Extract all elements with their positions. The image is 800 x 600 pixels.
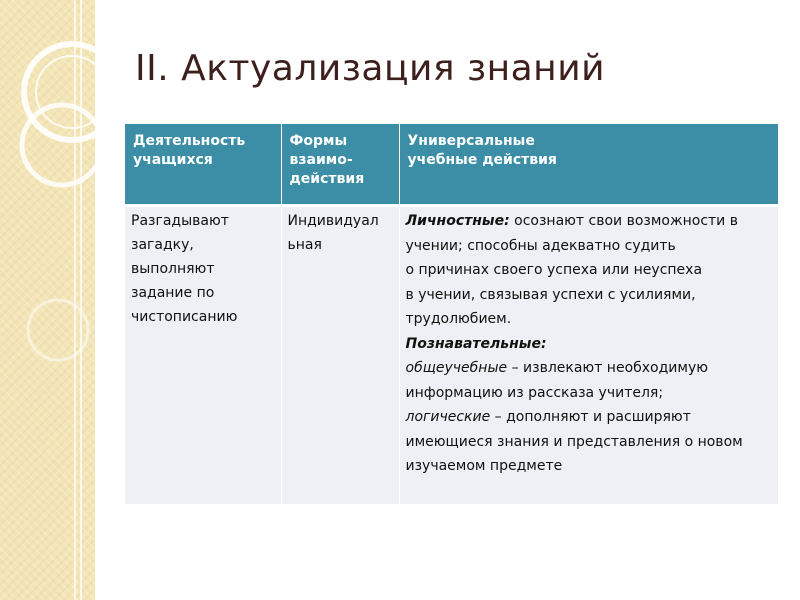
logical-text: – дополняют и расширяют имеющиеся знания и представления о новом изучаемом предмете (405, 409, 743, 474)
header-text: учебные действия (407, 152, 557, 168)
header-text: учащихся (133, 152, 213, 168)
cell-text: в учении, связывая успехи с усилиями, (405, 286, 696, 303)
page-title: II. Актуализация знаний (135, 48, 606, 89)
cell-learning-actions (399, 206, 778, 505)
cell-text: загадку, (131, 237, 194, 253)
decorative-circles (0, 0, 95, 600)
table-row (125, 206, 778, 505)
general-paragraph (406, 356, 773, 405)
personal-text: осознают свои возможности в учении; способны адекватно судить (405, 213, 738, 254)
header-learning-actions (399, 124, 778, 206)
header-text: взаимо- (289, 152, 353, 168)
cell-text: ьная (287, 237, 322, 253)
cell-text: Индивидуал (287, 213, 379, 229)
cell-text: выполняют (131, 261, 215, 277)
cell-text: Разгадывают (131, 213, 229, 229)
general-label: общеучебные (405, 360, 508, 376)
cell-student-activity (125, 206, 281, 505)
cell-text: о причинах своего успеха или неуспеха (405, 262, 703, 278)
personal-paragraph (406, 209, 773, 258)
general-text: – извлекают необходимую информацию из рассказа учителя; (405, 360, 709, 401)
logical-label: логические (405, 409, 491, 425)
cell-text: задание по (131, 285, 215, 301)
header-interaction-forms (281, 124, 399, 206)
uud-table (125, 124, 778, 504)
header-text: действия (289, 171, 365, 187)
cell-interaction-form (281, 206, 399, 505)
header-text: Деятельность (133, 133, 246, 149)
cognitive-label: Познавательные: (405, 335, 547, 352)
cell-text: трудолюбием. (405, 311, 512, 327)
header-text: Формы (289, 133, 348, 149)
header-text: Универсальные (407, 133, 535, 149)
header-student-activity (125, 124, 281, 206)
personal-label: Личностные: (405, 213, 510, 229)
cell-text: чистописанию (131, 309, 238, 325)
logical-paragraph (406, 405, 773, 479)
table-header-row (125, 124, 778, 206)
decorative-side-panel (0, 0, 95, 600)
